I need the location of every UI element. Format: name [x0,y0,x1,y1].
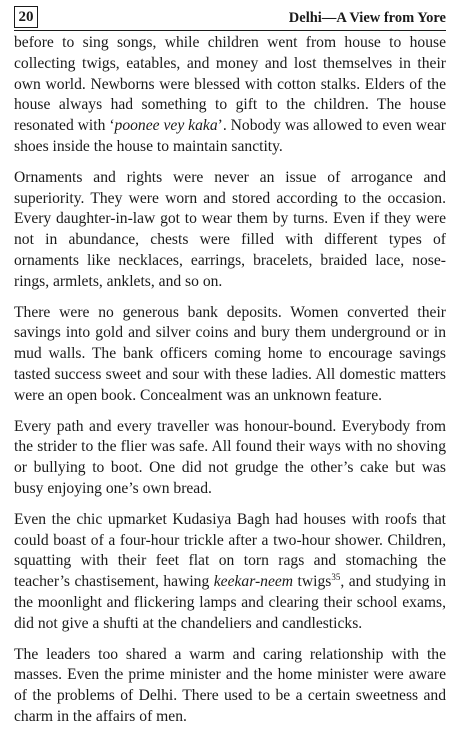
text-run: , and studying in the moonlight and flickering lamps and clearing their school exams, did not give a shufti at the chandeliers and candlesticks. [14,573,446,632]
text-run: Even the chic upmarket Kudasiya Bagh had houses with roofs that could boast of a four-hour trickle after a two-hour shower. Children, squatting with their feet flat on torn rags and stomaching the teacher’s chastisement, hawing [14,510,446,591]
italic-term: keekar-neem [213,573,294,591]
text-run: twigs [293,573,332,591]
book-page [14,0,446,725]
text-run: There were no generous bank deposits. Women converted their savings into gold and silver coins and bury them underground or in mud walls. The bank officers coming home to encourage savings tasted success sweet and sour with these ladies. All domestic matters were an open book. Concealment was an unknown feature. [14,303,446,404]
paragraph [14,510,446,635]
page-number: 20 [14,6,38,28]
paragraph [14,33,446,158]
page-header [14,4,446,31]
text-run: Every path and every traveller was honour-bound. Everybody from the strider to the flier was safe. All found their ways with no shoving or bullying to boot. One did not grudge the other’s cake but was busy enjoying one’s own bread. [14,417,446,497]
italic-term: poonee vey kaka [114,117,218,135]
text-run: before to sing songs, while children went from house to house collecting twigs, eatables, and money and lost themselves in their own world. Newborns were blessed with cotton stalks. Elders of the house always had something to gift to the children. The house resonated with ‘ [14,34,446,135]
paragraph [14,303,446,407]
paragraph [14,645,446,728]
footnote-marker: 35 [331,571,341,582]
text-run: Ornaments and rights were never an issue of arrogance and superiority. They were worn and stored according to the occasion. Every daughter-in-law got to wear them by turns. Even if they were not in abundance, chests were filled with different types of ornaments like necklaces, earrings, bracelets, braided lace, nose-rings, armlets, anklets, and so on. [14,168,446,290]
body-text [14,33,446,738]
running-head: Delhi—A View from Yore [288,10,446,26]
text-run: ’. Nobody was allowed to even wear shoes inside the house to maintain sanctity. [14,117,446,155]
text-run: The leaders too shared a warm and caring relationship with the masses. Even the prime minister and the home minister were aware of the problems of Delhi. There used to be a certain sweetness and charm in the affairs of men. [14,645,446,725]
paragraph [14,417,446,500]
paragraph [14,168,446,293]
